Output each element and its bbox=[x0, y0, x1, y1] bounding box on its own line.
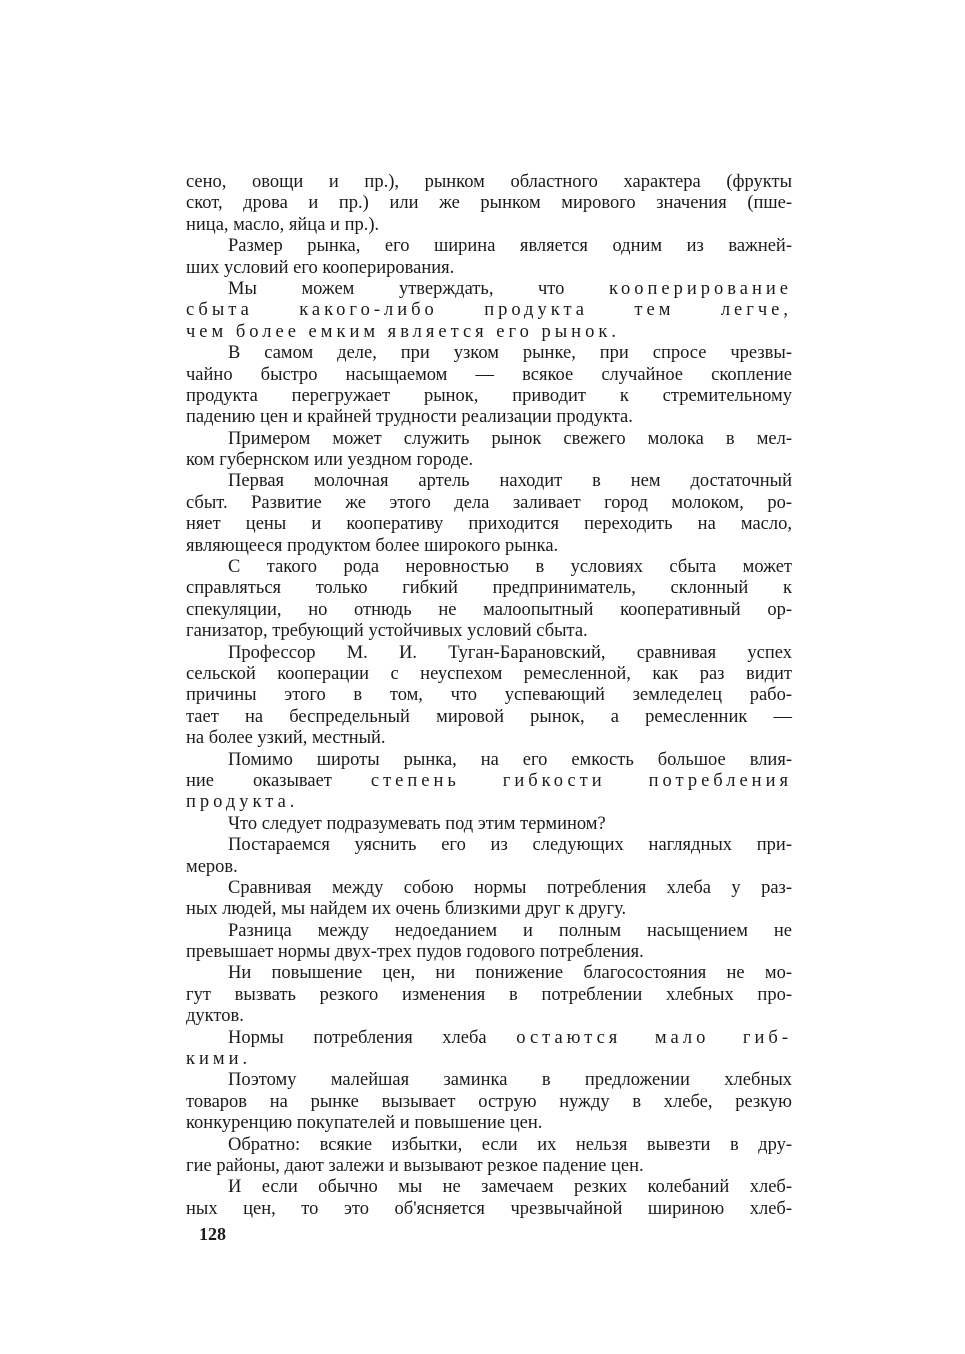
text-line: ных людей, мы найдем их очень близкими друг к другу. bbox=[186, 899, 627, 920]
text-line: ком губернском или уездном городе. bbox=[186, 450, 474, 471]
text-line: С такого рода неровностью в условиях сбыта может bbox=[228, 557, 792, 578]
text-line: Разница между недоеданием и полным насыщением не bbox=[228, 920, 792, 941]
text-line: И если обычно мы не замечаем резких колебаний хлеб- bbox=[228, 1177, 792, 1198]
text-line: тает на беспредельный мировой рынок, а ремесленник — bbox=[186, 706, 792, 727]
text-line: дуктов. bbox=[186, 1006, 244, 1027]
text-line: конкуренцию покупателей и повышение цен. bbox=[186, 1113, 543, 1134]
page-number: 128 bbox=[199, 1224, 226, 1244]
text-line: Обратно: всякие избытки, если их нельзя вывезти в дру- bbox=[228, 1134, 792, 1155]
page-body-text bbox=[186, 172, 792, 1220]
text-line: кими. bbox=[186, 1049, 252, 1070]
text-line: Профессор М. И. Туган-Барановский, сравнивая успех bbox=[228, 642, 792, 663]
text-line: причины этого в том, что успевающий земледелец рабо- bbox=[186, 685, 792, 706]
text-line: справляться только гибкий предприниматель, склонный к bbox=[186, 578, 792, 599]
text-line: Примером может служить рынок свежего молока в мел- bbox=[228, 428, 792, 449]
text-line: сбыта какого-либо продукта тем легче, bbox=[186, 300, 792, 321]
text-line: Постараемся уяснить его из следующих наглядных при- bbox=[228, 835, 792, 856]
text-line: превышает нормы двух-трех пудов годового потребления. bbox=[186, 942, 644, 963]
text-line: ние оказывает степень гибкости потребления bbox=[186, 770, 792, 791]
text-line: на более узкий, местный. bbox=[186, 728, 386, 749]
text-line: являющееся продуктом более широкого рынка. bbox=[186, 535, 559, 556]
text-line: Мы можем утверждать, что кооперирование bbox=[228, 278, 792, 299]
text-line: няет цены и кооперативу приходится переходить на масло, bbox=[186, 514, 792, 535]
text-line: Первая молочная артель находит в нем достаточный bbox=[228, 471, 792, 492]
text-line: ганизатор, требующий устойчивых условий сбыта. bbox=[186, 621, 588, 642]
text-line: Поэтому малейшая заминка в предложении хлебных bbox=[228, 1070, 792, 1091]
text-line: чем более емким является его рынок. bbox=[186, 321, 620, 342]
text-line: ных цен, то это об'ясняется чрезвычайной шириною хлеб- bbox=[186, 1198, 792, 1219]
text-line: сельской кооперации с неуспехом ремесленной, как раз видит bbox=[186, 663, 792, 684]
text-line: меров. bbox=[186, 856, 238, 877]
text-line: Ни повышение цен, ни понижение благосостояния не мо- bbox=[228, 963, 792, 984]
text-line: спекуляции, но отнюдь не малоопытный кооперативный ор- bbox=[186, 599, 792, 620]
text-line: Помимо широты рынка, на его емкость большое влия- bbox=[228, 749, 792, 770]
text-line: падению цен и крайней трудности реализации продукта. bbox=[186, 407, 633, 428]
text-line: Что следует подразумевать под этим термином? bbox=[228, 813, 606, 834]
text-line: ших условий его кооперирования. bbox=[186, 257, 455, 278]
text-line: сбыт. Развитие же этого дела заливает город молоком, ро- bbox=[186, 492, 792, 513]
text-line: скот, дрова и пр.) или же рынком мирового значения (пше- bbox=[186, 193, 792, 214]
text-line: гие районы, дают залежи и вызывают резкое падение цен. bbox=[186, 1155, 644, 1176]
text-line: продукта. bbox=[186, 792, 299, 813]
text-line: В самом деле, при узком рынке, при спросе чрезвы- bbox=[228, 343, 792, 364]
text-line: Сравнивая между собою нормы потребления хлеба у раз- bbox=[228, 877, 792, 898]
text-line: ница, масло, яйца и пр.). bbox=[186, 214, 380, 235]
text-line: чайно быстро насыщаемом — всякое случайное скопление bbox=[186, 364, 792, 385]
text-line: сено, овощи и пр.), рынком областного характера (фрукты bbox=[186, 172, 792, 192]
text-line: товаров на рынке вызывает острую нужду в хлебе, резкую bbox=[186, 1091, 792, 1112]
text-line: Нормы потребления хлеба остаются мало гиб- bbox=[228, 1027, 792, 1048]
text-line: Размер рынка, его ширина является одним из важней- bbox=[228, 236, 792, 257]
text-line: гут вызвать резкого изменения в потреблении хлебных про- bbox=[186, 984, 792, 1005]
text-line: продукта перегружает рынок, приводит к стремительному bbox=[186, 385, 792, 406]
